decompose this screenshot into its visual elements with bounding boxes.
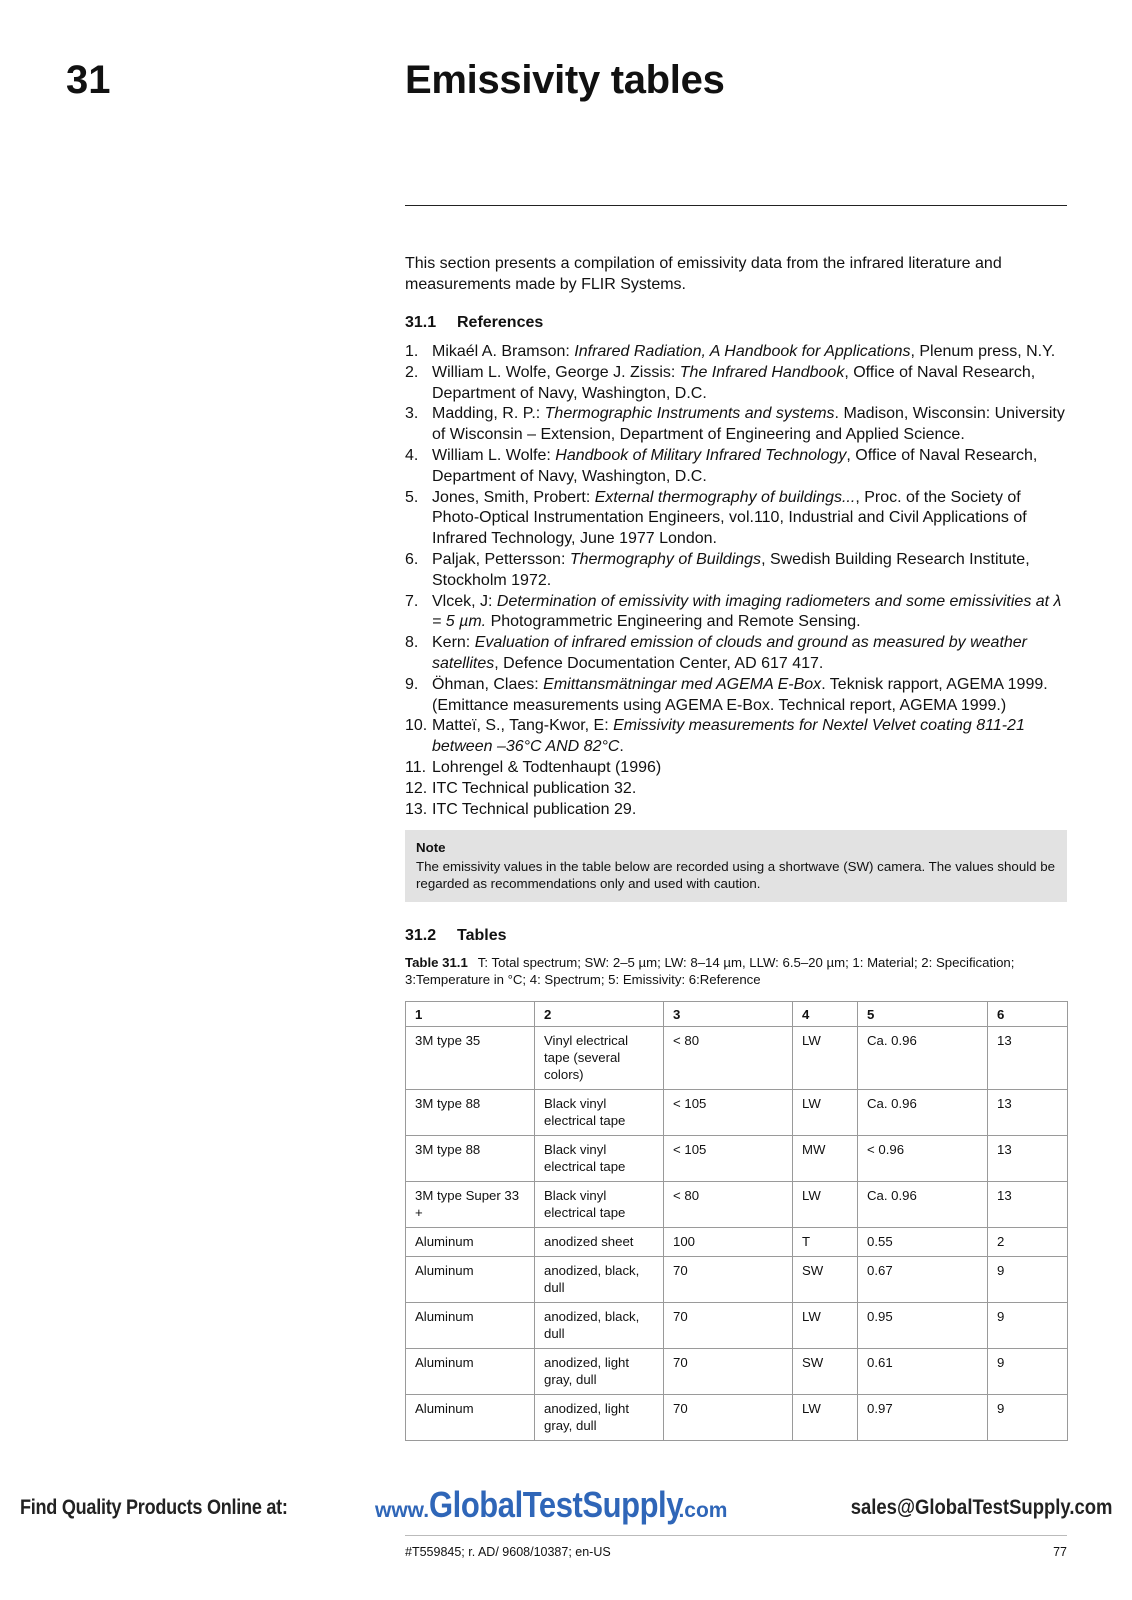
table-cell: Aluminum <box>406 1395 535 1441</box>
reference-text: Paljak, Pettersson: <box>432 550 570 568</box>
reference-text: . Madison, Wisconsin: University of Wisconsin – Extension, Department of Engineering and Applied Science. <box>432 405 1065 444</box>
table-cell: 3M type Super 33 + <box>406 1182 535 1228</box>
footer-doc-id: #T559845; r. AD/ 9608/10387; en-US <box>405 1545 611 1559</box>
table-cell: 70 <box>664 1257 793 1303</box>
reference-number: 12. <box>405 779 428 797</box>
reference-text: Photogrammetric Engineering and Remote Sensing. <box>486 613 861 631</box>
table-cell: Aluminum <box>406 1228 535 1257</box>
banner-email[interactable]: sales@GlobalTestSupply.com <box>850 1496 1112 1519</box>
table-header-cell: 4 <box>793 1002 858 1027</box>
table-cell: Ca. 0.96 <box>858 1027 988 1090</box>
table-cell: 13 <box>988 1136 1068 1182</box>
reference-text: Öhman, Claes: <box>432 675 544 693</box>
main-content <box>405 253 1067 1441</box>
reference-text: William L. Wolfe, George J. Zissis: <box>432 363 680 381</box>
reference-title: Handbook of Military Infrared Technology <box>555 446 847 464</box>
reference-number: 2. <box>405 363 419 381</box>
section-number: 31.2 <box>405 927 437 945</box>
reference-number: 8. <box>405 634 419 652</box>
reference-title: Emittansmätningar med AGEMA E-Box <box>543 675 822 693</box>
table-body <box>406 1027 1068 1441</box>
table-cell: 70 <box>664 1395 793 1441</box>
reference-item <box>405 446 1067 488</box>
table-cell: anodized sheet <box>535 1228 664 1257</box>
page-number: 77 <box>1053 1545 1067 1559</box>
table-cell: SW <box>793 1257 858 1303</box>
reference-text: Jones, Smith, Probert: <box>432 488 595 506</box>
table-cell: 0.97 <box>858 1395 988 1441</box>
table-cell: LW <box>793 1395 858 1441</box>
chapter-number: 31 <box>66 58 111 102</box>
table-cell: 70 <box>664 1349 793 1395</box>
table-cell: Black vinyl electrical tape <box>535 1090 664 1136</box>
table-cell: LW <box>793 1090 858 1136</box>
table-caption <box>405 954 1067 988</box>
table-cell: Vinyl electrical tape (several colors) <box>535 1027 664 1090</box>
table-cell: 0.67 <box>858 1257 988 1303</box>
table-cell: Black vinyl electrical tape <box>535 1182 664 1228</box>
brand-name: GlobalTestSupply <box>429 1484 684 1525</box>
reference-item <box>405 800 1067 821</box>
table-header-cell: 5 <box>858 1002 988 1027</box>
table-cell: 3M type 88 <box>406 1090 535 1136</box>
reference-number: 10. <box>405 717 428 735</box>
reference-item <box>405 633 1067 675</box>
table-row <box>406 1090 1068 1136</box>
note-text: The emissivity values in the table below are recorded using a shortwave (SW) camera. The values should be regarded as recommendations only and used with caution. <box>416 859 1056 892</box>
table-cell: anodized, black, dull <box>535 1303 664 1349</box>
table-cell: 0.95 <box>858 1303 988 1349</box>
table-cell: < 80 <box>664 1027 793 1090</box>
intro-paragraph: This section presents a compilation of emissivity data from the infrared literature and measurements made by FLIR Systems. <box>405 255 1002 293</box>
reference-item <box>405 550 1067 592</box>
reference-text: , Office of Naval Research, Department of Navy, Washington, D.C. <box>432 446 1038 485</box>
section-title: Tables <box>457 927 507 945</box>
banner-find-text: Find Quality Products Online at: <box>20 1496 288 1519</box>
table-header-cell: 3 <box>664 1002 793 1027</box>
reference-text: , Defence Documentation Center, AD 617 417. <box>494 654 824 672</box>
table-row <box>406 1228 1068 1257</box>
table-cell: 9 <box>988 1395 1068 1441</box>
reference-text: Madding, R. P.: <box>432 405 545 423</box>
reference-title: External thermography of buildings... <box>594 488 856 506</box>
table-header-cell: 6 <box>988 1002 1068 1027</box>
reference-title: Emissivity measurements for Nextel Velvet coating 811-21 between –36°C AND 82°C <box>432 717 1025 756</box>
table-cell: 13 <box>988 1090 1068 1136</box>
table-cell: Ca. 0.96 <box>858 1090 988 1136</box>
table-cell: 9 <box>988 1303 1068 1349</box>
table-cell: < 105 <box>664 1136 793 1182</box>
reference-number: 11. <box>405 758 427 776</box>
reference-text: . Teknisk rapport, AGEMA 1999. (Emittance measurements using AGEMA E-Box. Technical report, AGEMA 1999.) <box>432 675 1048 714</box>
reference-item <box>405 716 1067 758</box>
reference-item <box>405 488 1067 550</box>
table-row <box>406 1303 1068 1349</box>
reference-title: Evaluation of infrared emission of clouds and ground as measured by weather satellites <box>432 634 1028 672</box>
table-cell: Aluminum <box>406 1257 535 1303</box>
reference-item <box>405 592 1067 634</box>
table-cell: SW <box>793 1349 858 1395</box>
promo-banner <box>20 1484 1112 1530</box>
reference-number: 5. <box>405 488 419 506</box>
reference-text: , Proc. of the Society of Photo-Optical Instrumentation Engineers, vol.110, Industrial and Civil Applications of Infrared Technology, June 1977 London. <box>432 488 1027 548</box>
table-cell: 13 <box>988 1027 1068 1090</box>
table-caption-label: Table 31.1 <box>405 955 468 971</box>
table-cell: 2 <box>988 1228 1068 1257</box>
footer-divider <box>405 1535 1067 1536</box>
title-divider <box>405 205 1067 206</box>
table-cell: anodized, light gray, dull <box>535 1395 664 1441</box>
note-title: Note <box>416 840 446 856</box>
table-cell: 100 <box>664 1228 793 1257</box>
table-cell: 9 <box>988 1257 1068 1303</box>
reference-title: Infrared Radiation, A Handbook for Applications <box>574 343 911 360</box>
table-cell: Aluminum <box>406 1349 535 1395</box>
reference-number: 1. <box>405 343 419 360</box>
brand-link[interactable] <box>375 1484 727 1526</box>
table-cell: T <box>793 1228 858 1257</box>
reference-title: Determination of emissivity with imaging radiometers and some emissivities at λ = 5 µm. <box>432 592 1062 631</box>
chapter-title: Emissivity tables <box>405 58 725 102</box>
table-cell: 3M type 88 <box>406 1136 535 1182</box>
reference-number: 3. <box>405 405 419 423</box>
table-cell: anodized, black, dull <box>535 1257 664 1303</box>
table-header-cell: 2 <box>535 1002 664 1027</box>
table-cell: < 105 <box>664 1090 793 1136</box>
table-caption-text: T: Total spectrum; SW: 2–5 µm; LW: 8–14 µm, LLW: 6.5–20 µm; 1: Material; 2: Specification; 3:Temperature in °C; 4: Spectrum; 5: Emissivity: 6:Reference <box>405 955 1015 988</box>
table-cell: anodized, light gray, dull <box>535 1349 664 1395</box>
table-cell: Black vinyl electrical tape <box>535 1136 664 1182</box>
brand-www: www. <box>375 1499 430 1522</box>
reference-text: Lohrengel & Todtenhaupt (1996) <box>432 758 662 776</box>
table-cell: LW <box>793 1303 858 1349</box>
reference-text: Vlcek, J: <box>432 592 497 610</box>
reference-item <box>405 342 1067 363</box>
reference-number: 9. <box>405 675 419 693</box>
brand-com: .com <box>678 1499 728 1522</box>
reference-text: Mikaél A. Bramson: <box>432 343 575 360</box>
reference-text: Kern: <box>432 634 475 652</box>
section-heading-references <box>405 314 1067 332</box>
table-header-cell: 1 <box>406 1002 535 1027</box>
reference-number: 4. <box>405 446 419 464</box>
table-row <box>406 1349 1068 1395</box>
section-title: References <box>457 314 544 331</box>
section-number: 31.1 <box>405 314 437 331</box>
table-cell: Ca. 0.96 <box>858 1182 988 1228</box>
table-cell: MW <box>793 1136 858 1182</box>
table-row <box>406 1027 1068 1090</box>
table-header-row <box>406 1002 1068 1027</box>
table-cell: Aluminum <box>406 1303 535 1349</box>
reference-item <box>405 779 1067 800</box>
reference-title: Thermographic Instruments and systems <box>544 405 835 423</box>
references-list <box>405 342 1067 820</box>
table-row <box>406 1257 1068 1303</box>
reference-item <box>405 363 1067 405</box>
reference-text: Matteï, S., Tang-Kwor, E: <box>432 717 614 735</box>
table-cell: < 0.96 <box>858 1136 988 1182</box>
reference-item <box>405 675 1067 717</box>
reference-text: . <box>619 738 624 756</box>
reference-item <box>405 758 1067 779</box>
table-cell: LW <box>793 1182 858 1228</box>
table-cell: 70 <box>664 1303 793 1349</box>
emissivity-table <box>405 1001 1068 1441</box>
table-cell: 13 <box>988 1182 1068 1228</box>
reference-number: 13. <box>405 800 428 818</box>
table-row <box>406 1182 1068 1228</box>
table-cell: 3M type 35 <box>406 1027 535 1090</box>
reference-number: 6. <box>405 550 419 568</box>
table-cell: 0.61 <box>858 1349 988 1395</box>
reference-text: , Swedish Building Research Institute, Stockholm 1972. <box>432 550 1030 589</box>
reference-item <box>405 404 1067 446</box>
reference-text: William L. Wolfe: <box>432 446 556 464</box>
table-row <box>406 1136 1068 1182</box>
reference-text: ITC Technical publication 29. <box>432 800 637 818</box>
reference-title: The Infrared Handbook <box>679 363 845 381</box>
note-box <box>405 830 1067 902</box>
reference-number: 7. <box>405 592 419 610</box>
reference-title: Thermography of Buildings <box>569 550 762 568</box>
reference-text: ITC Technical publication 32. <box>432 779 637 797</box>
reference-text: , Plenum press, N.Y. <box>910 343 1056 360</box>
table-cell: < 80 <box>664 1182 793 1228</box>
table-cell: 0.55 <box>858 1228 988 1257</box>
table-cell: LW <box>793 1027 858 1090</box>
reference-text: , Office of Naval Research, Department of Navy, Washington, D.C. <box>432 363 1036 402</box>
table-cell: 9 <box>988 1349 1068 1395</box>
table-row <box>406 1395 1068 1441</box>
section-heading-tables <box>405 927 1067 945</box>
